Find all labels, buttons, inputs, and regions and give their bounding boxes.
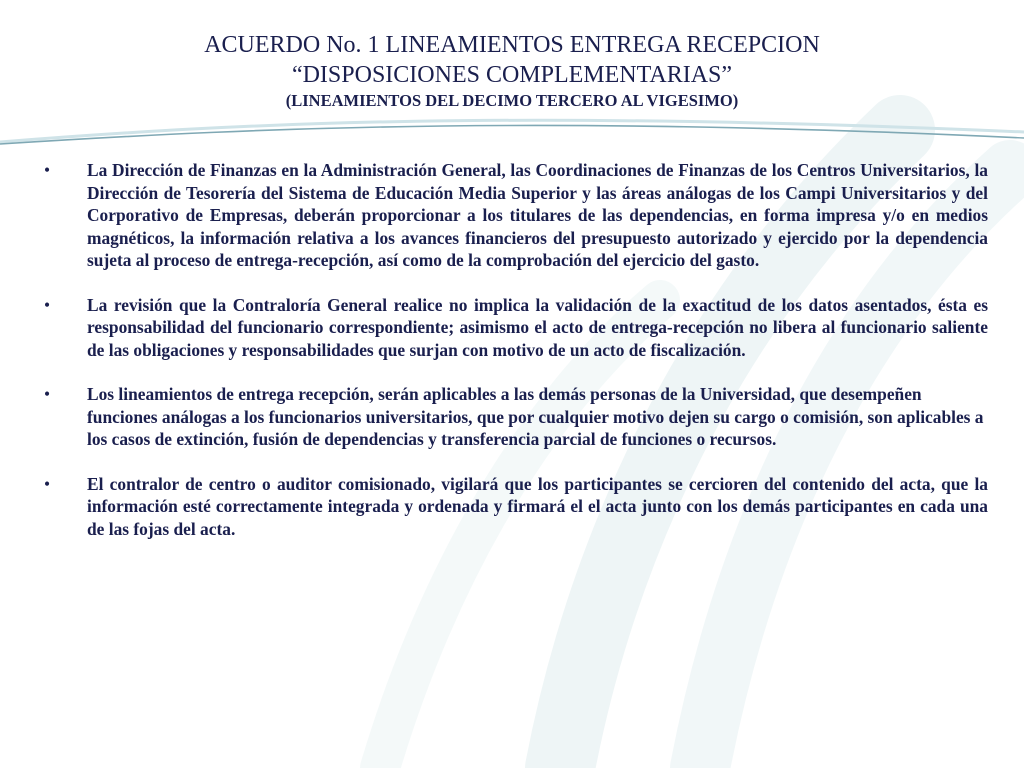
bullet-list [40,159,988,562]
bullet-text: El contralor de centro o auditor comisionado, vigilará que los participantes se cercioren del contenido del acta, que la información esté correctamente integrada y ordenada y firmará el el acta junto con los demás participantes en cada una de las fojas del acta. [87,473,988,539]
bullet-marker: • [44,294,51,315]
title-divider-swoosh [0,108,1024,148]
bullet-marker: • [44,473,51,494]
bullet-text: La Dirección de Finanzas en la Administración General, las Coordinaciones de Finanzas de los Centros Universitarios, la Dirección de Tesorería del Sistema de Educación Media Superior y las áreas análogas de los Campi Universitarios y del Corporativo de Empresas, deberán proporcionar a los titulares de las dependencias, en forma impresa y/o en medios magnéticos, la información relativa a los avances financieros del presupuesto autorizado y ejercido por la dependencia sujeta al proceso de entrega-recepción, así como de la comprobación del ejercicio del gasto. [87,160,988,270]
bullet-marker: • [44,384,51,404]
bullet-marker: • [44,160,51,180]
list-item [40,473,988,541]
title-line-1: ACUERDO No. 1 LINEAMIENTOS ENTREGA RECEPCION [204,32,820,58]
title-line-2: “DISPOSICIONES COMPLEMENTARIAS” [291,62,733,88]
list-item [40,383,988,451]
bullet-text: La revisión que la Contraloría General realice no implica la validación de la exactitud de los datos asentados, ésta es responsabilidad del funcionario correspondiente; asimismo el acto de entrega-recepción no libera al funcionario saliente de las obligaciones y responsabilidades que surjan con motivo de un acto de fiscalización. [87,294,988,360]
list-item [40,159,988,272]
title-block [0,30,1024,112]
bullet-text: Los lineamientos de entrega recepción, serán aplicables a las demás personas de la Universidad, que desempeñen funciones análogas a los funcionarios universitarios, que por cualquier motivo dejen su cargo o comisión, son aplicables a los casos de extinción, fusión de dependencias y transferencia parcial de funciones o recursos. [87,384,984,449]
subtitle: (LINEAMIENTOS DEL DECIMO TERCERO AL VIGESIMO) [285,91,739,110]
list-item [40,294,988,362]
